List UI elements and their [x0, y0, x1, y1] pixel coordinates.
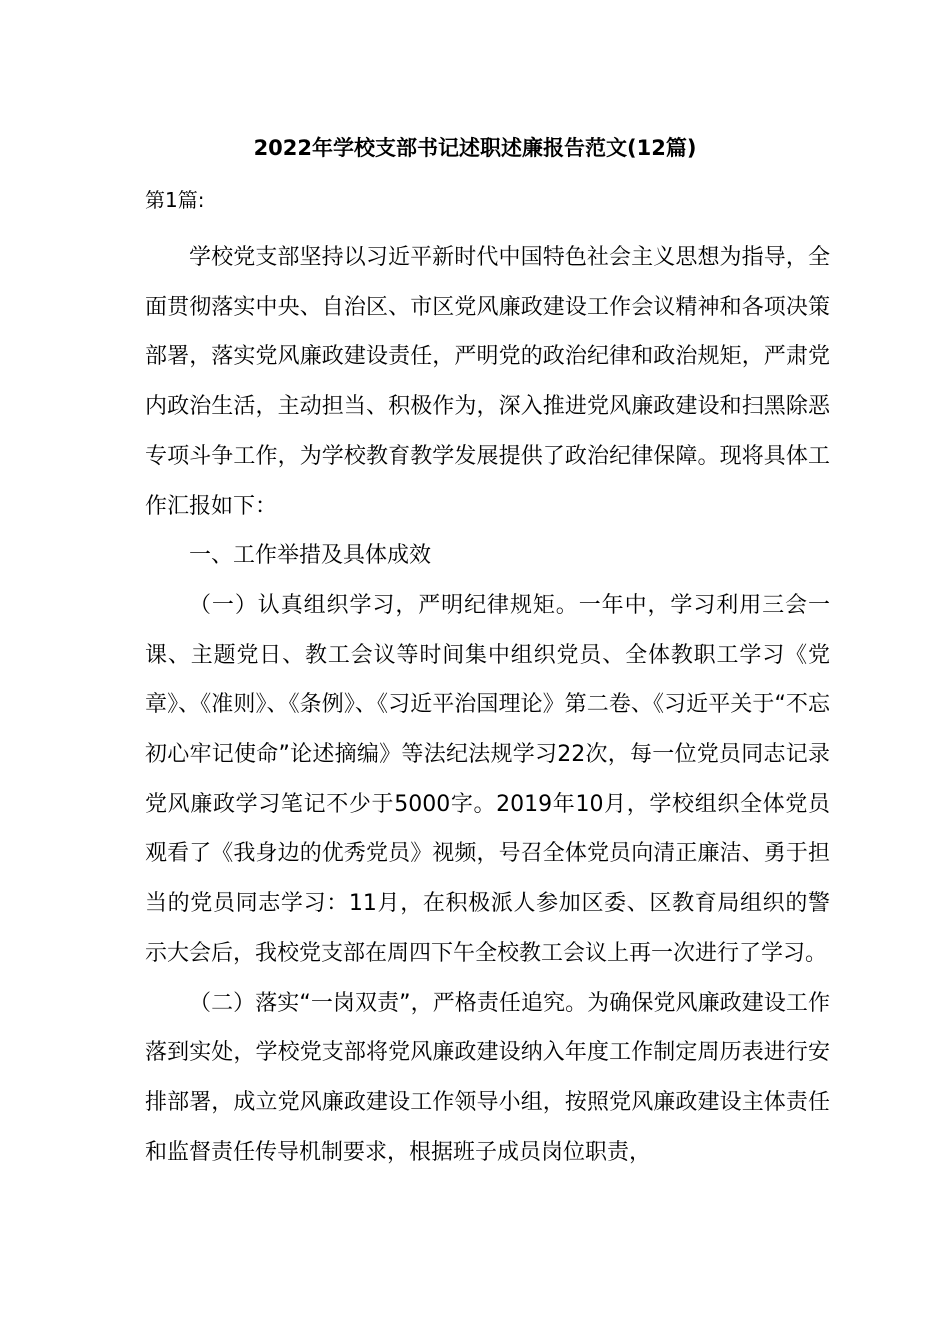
paragraph-heading: 一、工作举措及具体成效: [189, 543, 432, 569]
document-title: 2022年学校支部书记述职述廉报告范文(12篇): [253, 136, 697, 160]
section-label: 第1篇:: [145, 188, 205, 212]
document-body: [145, 233, 830, 1177]
paragraph-intro: 学校党支部坚持以习近平新时代中国特色社会主义思想为指导，全面贯彻落实中央、自治区、市区党风廉政建设工作会议精神和各项决策部署，落实党风廉政建设责任，严明党的政治纪律和政治规矩，严肃党内政治生活，主动担当、积极作为，深入推进党风廉政建设和扫黑除恶专项斗争工作，为学校教育教学发展提供了政治纪律保障。现将具体工作汇报如下：: [145, 245, 830, 519]
paragraph-responsibility: （二）落实“一岗双责”，严格责任追究。为确保党风廉政建设工作落到实处，学校党支部将党风廉政建设纳入年度工作制定周历表进行安排部署，成立党风廉政建设工作领导小组，按照党风廉政建设主体责任和监督责任传导机制要求，根据班子成员岗位职责，: [145, 990, 830, 1165]
paragraph-study: （一）认真组织学习，严明纪律规矩。一年中，学习利用三会一课、主题党日、教工会议等时间集中组织党员、全体教职工学习《党章》、《准则》、《条例》、《习近平治国理论》第二卷、《习近平关于“不忘初心牢记使命”论述摘编》等法纪法规学习22次，每一位党员同志记录党风廉政学习笔记不少于5000字。2019年10月，学校组织全体党员观看了《我身边的优秀党员》视频，号召全体党员向清正廉洁、勇于担当的党员同志学习：11月，在积极派人参加区委、区教育局组织的警示大会后，我校党支部在周四下午全校教工会议上再一次进行了学习。: [145, 592, 830, 966]
